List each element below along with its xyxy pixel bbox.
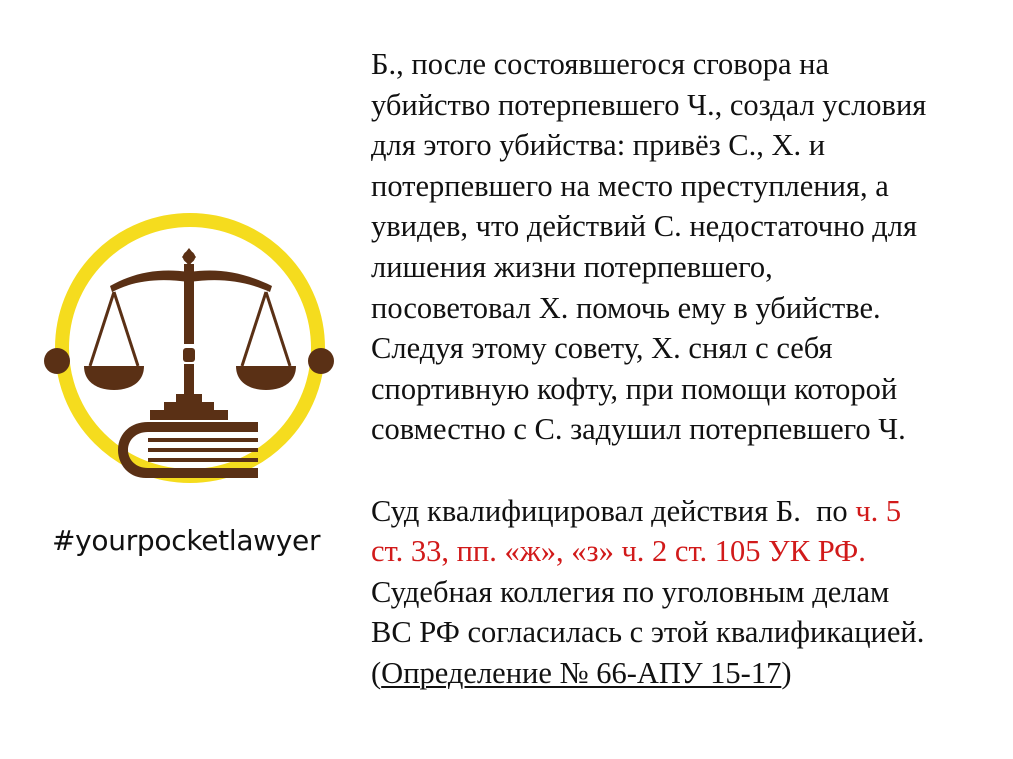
case-text-line: посоветовал Х. помочь ему в убийстве. <box>371 290 881 325</box>
case-text-line: убийство потерпевшего Ч., создал условия <box>371 87 927 122</box>
case-text-line: Следуя этому совету, Х. снял с себя <box>371 331 833 366</box>
case-text-line: лишения жизни потерпевшего, <box>371 249 773 284</box>
verdict-line: ВС РФ согласилась с этой квалификацией. <box>371 615 925 650</box>
ruling-reference <box>371 653 996 694</box>
verdict-intro: Суд квалифицировал действия Б. по <box>371 493 856 528</box>
verdict-line: Судебная коллегия по уголовным делам <box>371 574 890 609</box>
article-reference-part1: ч. 5 <box>855 493 902 528</box>
ruling-paren-close: ) <box>781 655 792 690</box>
case-text-line: увидев, что действий С. недостаточно для <box>371 209 917 244</box>
scales-of-justice-on-book-icon <box>40 198 340 498</box>
case-text-line: спортивную кофту, при помощи которой <box>371 371 898 406</box>
case-text-line: потерпевшего на место преступления, а <box>371 168 889 203</box>
paragraph-gap <box>371 450 996 491</box>
verdict-line <box>371 491 996 532</box>
case-description <box>371 44 996 694</box>
ruling-link[interactable]: Определение № 66-АПУ 15-17 <box>381 655 782 690</box>
case-text-line: совместно с С. задушил потерпевшего Ч. <box>371 412 906 447</box>
ruling-paren-open: ( <box>371 655 382 690</box>
case-text-line: для этого убийства: привёз С., Х. и <box>371 128 826 163</box>
hashtag-label: #yourpocketlawyer <box>52 524 321 557</box>
article-reference-part2: ст. 33, пп. «ж», «з» ч. 2 ст. 105 УК РФ. <box>371 534 866 569</box>
logo <box>40 198 340 498</box>
case-text-line: Б., после состоявшегося сговора на <box>371 47 829 81</box>
